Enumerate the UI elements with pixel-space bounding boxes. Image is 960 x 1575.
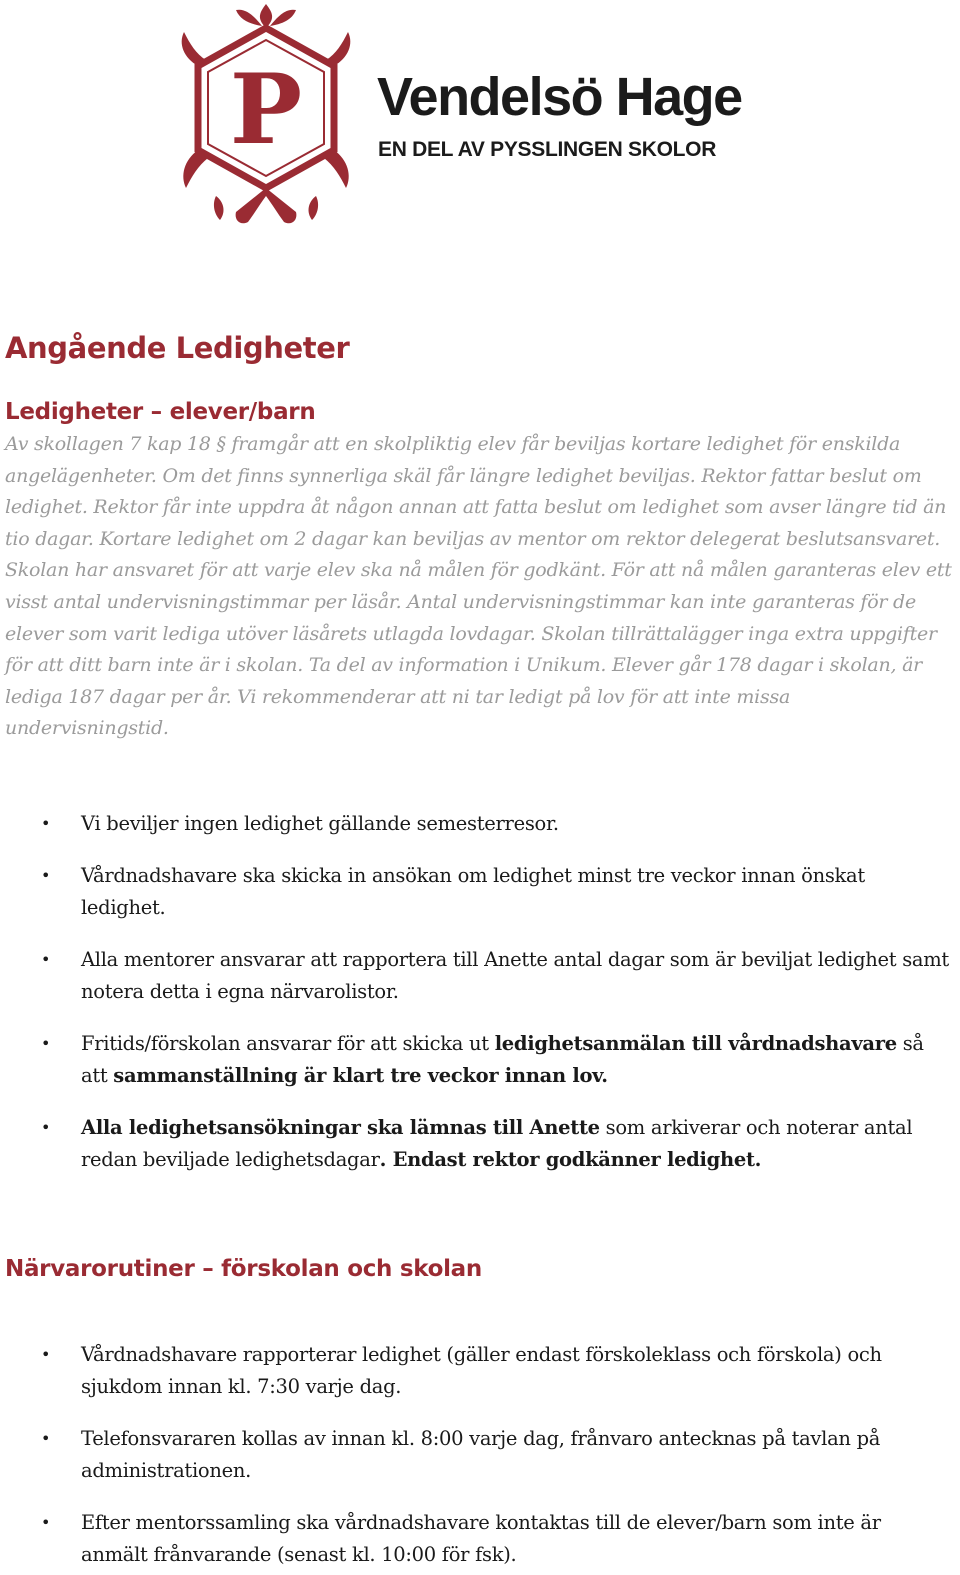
list-item-text: Vi beviljer ingen ledighet gällande semesterresor. bbox=[81, 812, 559, 835]
list-item bbox=[0, 1028, 960, 1092]
intro-text bbox=[5, 429, 955, 745]
bullet-icon: • bbox=[41, 814, 51, 833]
list-item bbox=[0, 944, 960, 1008]
list-item bbox=[0, 1112, 960, 1176]
section-heading-ledigheter: Ledigheter – elever/barn bbox=[5, 399, 316, 425]
page-title: Angående Ledigheter bbox=[5, 331, 350, 365]
list-item bbox=[0, 1507, 960, 1571]
bullet-icon: • bbox=[41, 1513, 51, 1532]
section-heading-narvarorutiner: Närvarorutiner – förskolan och skolan bbox=[5, 1256, 482, 1282]
list-item-text: som arkiverar och noterar antal redan beviljade ledighetsdagar bbox=[81, 1116, 913, 1171]
list-item bbox=[0, 1339, 960, 1403]
logo-letter: P bbox=[229, 53, 303, 166]
list-item-text: Fritids/förskolan ansvarar för att skicka ut bbox=[81, 1032, 495, 1055]
list-item-emphasis: ledighetsanmälan till vårdnadshavare bbox=[494, 1032, 897, 1055]
list-item-emphasis: sammanställning är klart tre veckor innan lov. bbox=[113, 1064, 608, 1087]
list-item-emphasis: Alla ledighetsansökningar ska lämnas till Anette bbox=[81, 1116, 600, 1139]
school-logo bbox=[176, 0, 356, 230]
list-item-text: Alla mentorer ansvarar att rapportera till Anette antal dagar som är beviljat ledighet samt notera detta i egna närvarolistor. bbox=[81, 948, 949, 1003]
list-item-text: Vårdnadshavare rapporterar ledighet (gäller endast förskoleklass och förskola) och sjukdom innan kl. 7:30 varje dag. bbox=[81, 1343, 882, 1398]
ledighet-rules-list bbox=[0, 808, 960, 1196]
list-item-text: Vårdnadshavare ska skicka in ansökan om ledighet minst tre veckor innan önskat ledighet. bbox=[81, 864, 865, 919]
bullet-icon: • bbox=[41, 1034, 51, 1053]
intro-paragraph-2: Skolan har ansvaret för att varje elev ska nå målen för godkänt. För att nå målen garanteras elev ett visst antal undervisningstimmar per läsår. Antal undervisningstimmar kan inte garanteras för de elever som varit lediga utöver läsårets utlagda lovdagar. Skolan tillrättalägger inga extra uppgifter för att ditt barn inte är i skolan. Ta del av information i Unikum. Elever går 178 dagar i skolan, är lediga 187 dagar per år. Vi rekommenderar att ni tar ledigt på lov för att inte missa undervisningstid. bbox=[5, 559, 952, 740]
list-item bbox=[0, 808, 960, 840]
list-item bbox=[0, 860, 960, 924]
brand-name: Vendelsö Hage bbox=[377, 67, 742, 127]
list-item-text: Telefonsvararen kollas av innan kl. 8:00 varje dag, frånvaro antecknas på tavlan på administrationen. bbox=[81, 1427, 881, 1482]
bullet-icon: • bbox=[41, 1429, 51, 1448]
narvaro-rules-list bbox=[0, 1339, 960, 1575]
list-item-text: Efter mentorssamling ska vårdnadshavare kontaktas till de elever/barn som inte är anmält frånvarande (senast kl. 10:00 för fsk). bbox=[81, 1511, 881, 1566]
bullet-icon: • bbox=[41, 950, 51, 969]
bullet-icon: • bbox=[41, 866, 51, 885]
list-item-text: så att bbox=[81, 1032, 924, 1087]
bullet-icon: • bbox=[41, 1118, 51, 1137]
list-item-emphasis: . Endast rektor godkänner ledighet. bbox=[379, 1148, 762, 1171]
bullet-icon: • bbox=[41, 1345, 51, 1364]
brand-tagline: EN DEL AV PYSSLINGEN SKOLOR bbox=[378, 138, 717, 161]
list-item bbox=[0, 1423, 960, 1487]
intro-paragraph-1: Av skollagen 7 kap 18 § framgår att en skolpliktig elev får beviljas kortare ledighet för enskilda angelägenheter. Om det finns synnerliga skäl får längre ledighet beviljas. Rektor fattar beslut om ledighet. Rektor får inte uppdra åt någon annan att fatta beslut om ledighet som avser längre tid än tio dagar. Kortare ledighet om 2 dagar kan beviljas av mentor om rektor delegerat beslutsansvaret. bbox=[5, 433, 947, 550]
